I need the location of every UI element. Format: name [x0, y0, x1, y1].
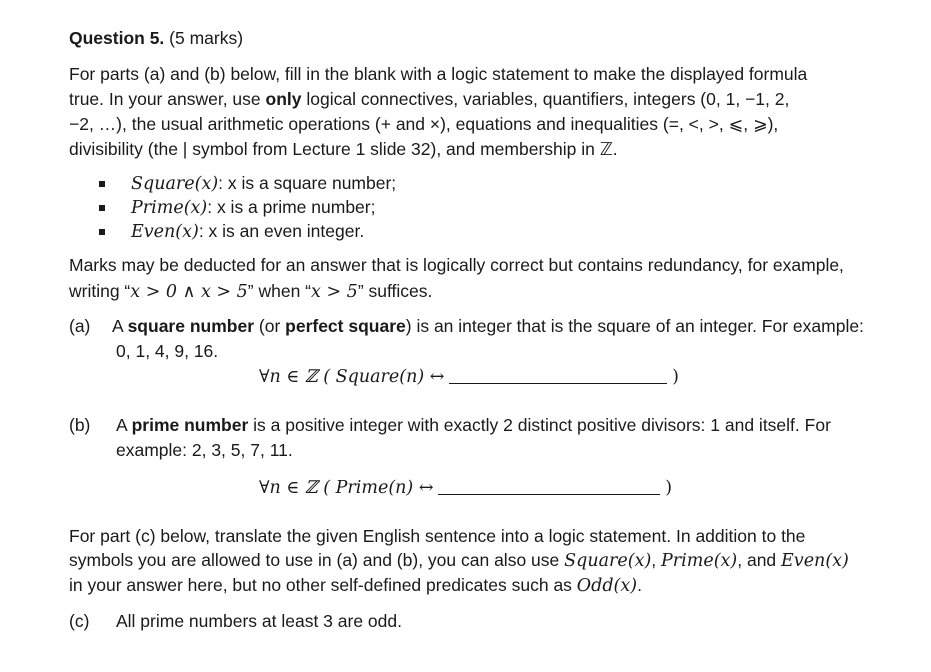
emphasis-only: only	[265, 89, 302, 109]
question-heading	[69, 28, 243, 49]
predicate-square: Square(x): x is a square number;	[131, 173, 397, 194]
redundancy-line-2: writing “x > 0 ∧ x > 5” when “x > 5” suffices.	[69, 281, 433, 302]
part-c-text: All prime numbers at least 3 are odd.	[116, 611, 402, 631]
part-a-formula: ∀n ∈ ℤ ( Square(n) ↔ )	[259, 367, 679, 387]
part-c-intro-line-1: For part (c) below, translate the given English sentence into a logic statement. In addition to the	[69, 526, 806, 546]
bullet-icon	[99, 229, 105, 235]
part-b-label: (b)	[69, 415, 91, 435]
question-number: Question 5.	[69, 28, 165, 48]
part-a-line-1: A square number (or perfect square) is an integer that is the square of an integer. For example:	[112, 316, 864, 336]
redundancy-line-1: Marks may be deducted for an answer that is logically correct but contains redundancy, for example,	[69, 255, 844, 275]
predicate-prime: Prime(x): x is a prime number;	[131, 197, 376, 218]
part-a-line-2: 0, 1, 4, 9, 16.	[116, 341, 219, 361]
part-a-answer-blank[interactable]	[449, 383, 667, 384]
bullet-icon	[99, 181, 105, 187]
part-c-intro-line-3: in your answer here, but no other self-defined predicates such as Odd(x).	[69, 575, 642, 596]
intro-line-4: divisibility (the | symbol from Lecture 1 slide 32), and membership in ℤ.	[69, 139, 618, 159]
intro-line-2: true. In your answer, use only logical connectives, variables, quantifiers, integers (0, 1, −1, 2,	[69, 89, 790, 109]
intro-line-1: For parts (a) and (b) below, fill in the blank with a logic statement to make the displayed formula	[69, 64, 808, 84]
part-b-line-2: example: 2, 3, 5, 7, 11.	[116, 440, 293, 460]
part-c-intro-line-2: symbols you are allowed to use in (a) and (b), you can also use Square(x), Prime(x), and Even(x)	[69, 550, 849, 571]
question-marks: (5 marks)	[169, 28, 244, 48]
question-page	[69, 0, 909, 672]
part-c-label: (c)	[69, 611, 90, 631]
part-b-line-1: A prime number is a positive integer with exactly 2 distinct positive divisors: 1 and itself. For	[116, 415, 831, 435]
intro-line-3: −2, …), the usual arithmetic operations (+ and ×), equations and inequalities (=, <, >, ⩽, ⩾),	[69, 114, 779, 134]
part-b-formula: ∀n ∈ ℤ ( Prime(n) ↔ )	[259, 478, 673, 498]
bullet-icon	[99, 205, 105, 211]
predicate-even: Even(x): x is an even integer.	[131, 221, 365, 242]
part-b-answer-blank[interactable]	[438, 494, 660, 495]
part-a-label: (a)	[69, 316, 91, 336]
